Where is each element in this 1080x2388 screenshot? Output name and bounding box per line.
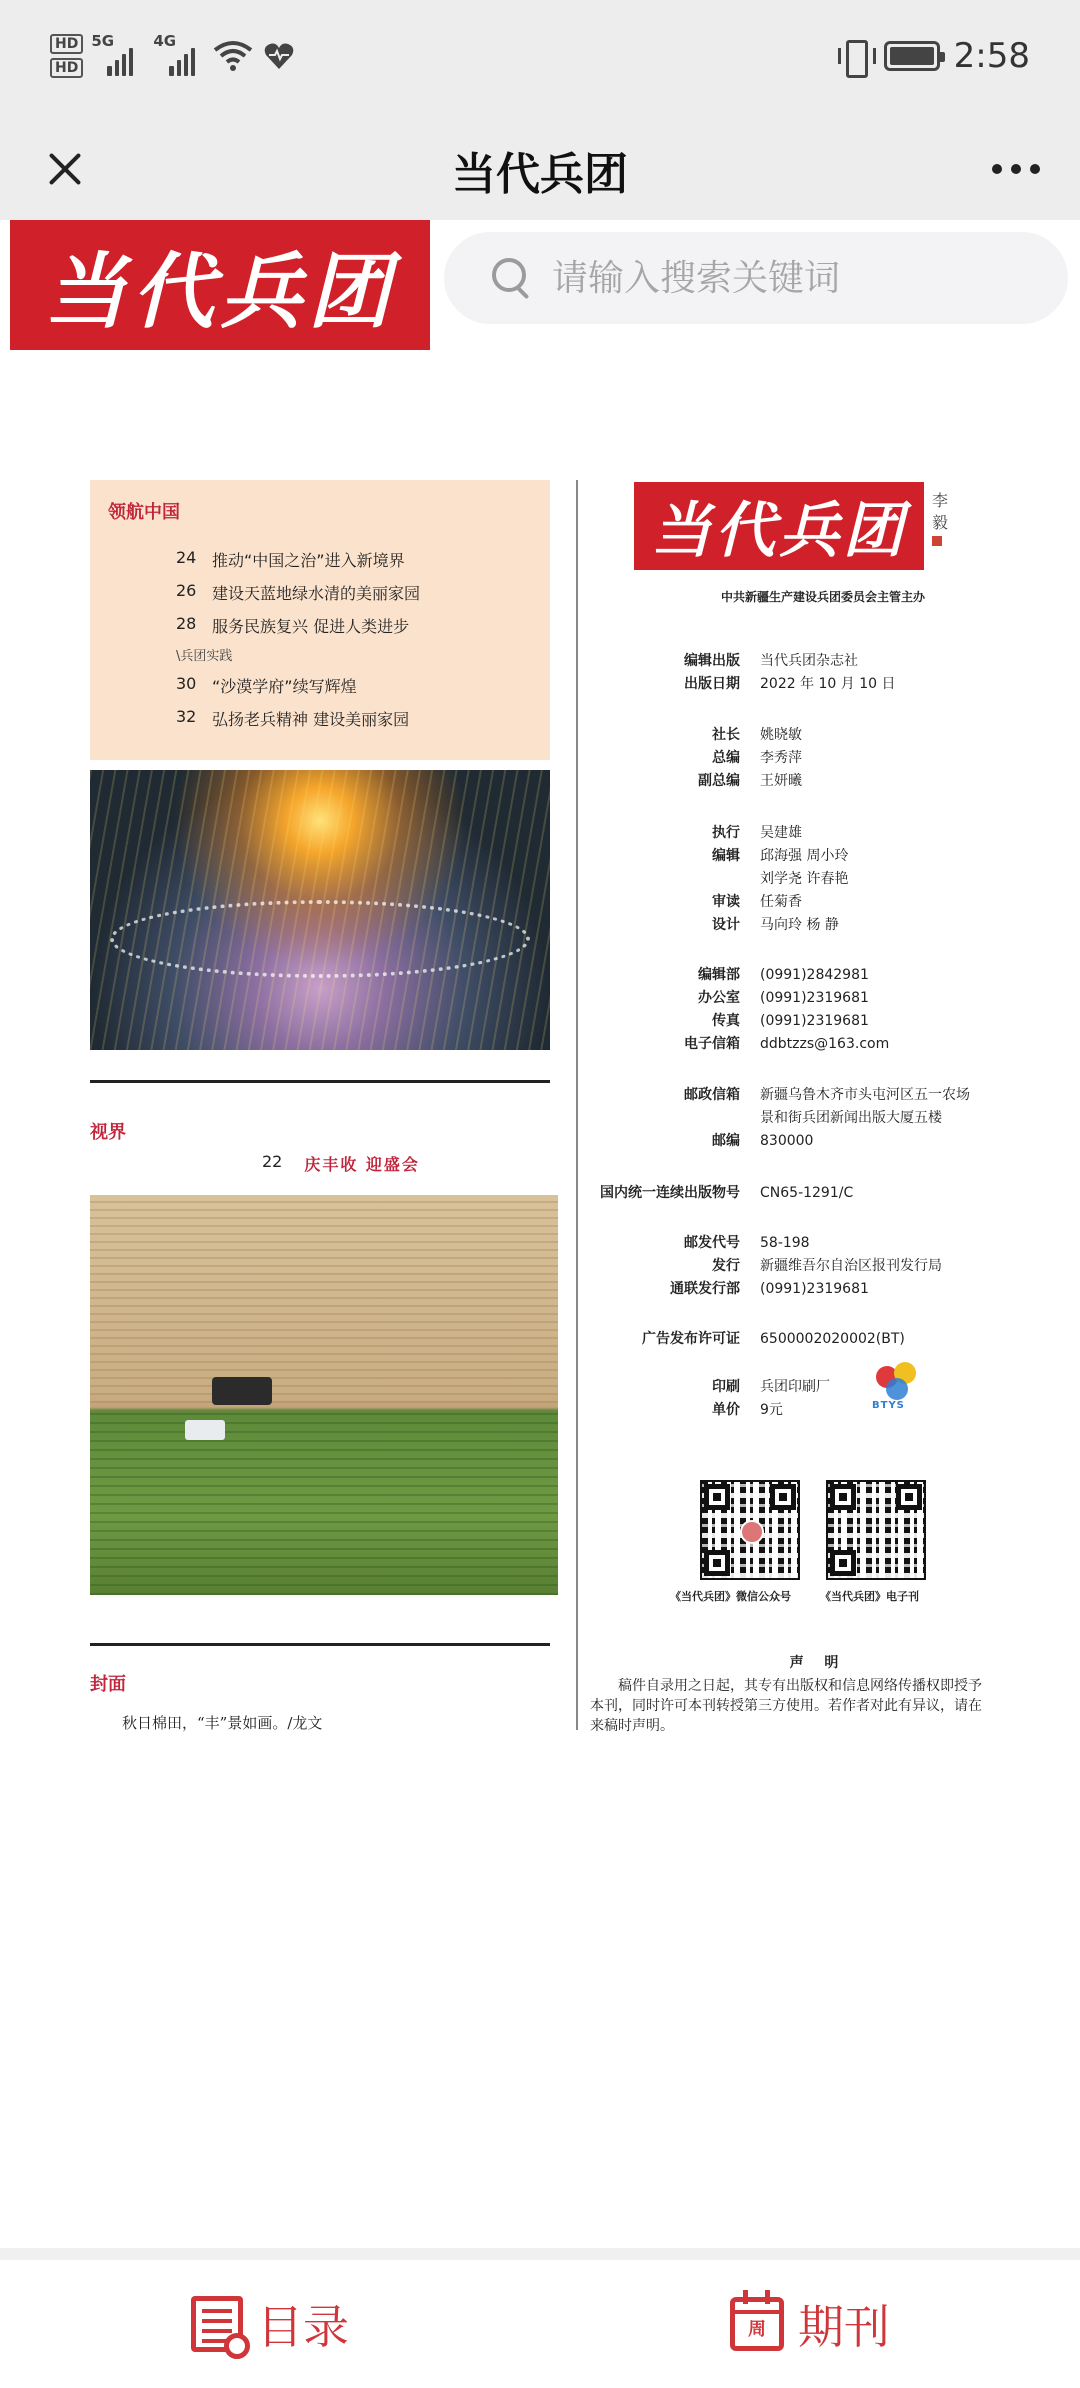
info-block-issn: 国内统一连续出版物号 CN65-1291/C bbox=[600, 1185, 854, 1201]
battery-icon bbox=[884, 41, 940, 71]
cotton-field-photo bbox=[90, 1195, 558, 1595]
vision-toc-item: 22 庆丰收 迎盛会 bbox=[262, 1152, 420, 1174]
status-bar bbox=[0, 0, 1080, 118]
calligraphy-signature: 李毅 bbox=[932, 490, 962, 546]
info-block-ad-license: 广告发布许可证 6500002020002(BT) bbox=[642, 1331, 905, 1347]
info-block-publishing: 编辑出版 当代兵团杂志社 出版日期 2022 年 10 月 10 日 bbox=[684, 653, 896, 692]
catalog-label: 目录 bbox=[257, 2300, 349, 2354]
status-right bbox=[838, 36, 1030, 76]
signal-icon bbox=[91, 32, 133, 76]
bottom-nav bbox=[0, 2260, 1080, 2388]
search-input[interactable] bbox=[552, 258, 1032, 299]
info-block-editors: 社长 姚晓敏 总编 李秀萍 副总编 王妍曦 bbox=[698, 727, 802, 789]
masthead-logo: 当代兵团 bbox=[634, 482, 924, 570]
info-block-staff: 执行 吴建雄 编辑 邱海强 周小玲 刘学尧 许春艳 审读 任菊香 设计 马向玲 杨 静 bbox=[712, 825, 849, 933]
qr-caption-ejournal: 《当代兵团》电子刊 bbox=[820, 1590, 919, 1603]
toc-item: 24 推动“中国之治”进入新境界 bbox=[176, 548, 405, 570]
bottom-separator bbox=[0, 2248, 1080, 2260]
section-rule bbox=[90, 1080, 550, 1083]
declaration-title: 声 明 bbox=[789, 1655, 847, 1671]
ejournal-qr-code bbox=[826, 1480, 926, 1580]
issues-label: 期刊 bbox=[798, 2300, 890, 2354]
toc-subsection: \兵团实践 bbox=[176, 649, 233, 664]
info-block-address: 邮政信箱 新疆乌鲁木齐市头屯河区五一农场 景和街兵团新闻出版大厦五楼 邮编 830000 bbox=[684, 1087, 970, 1149]
stadium-photo bbox=[90, 770, 550, 1050]
info-block-distribution: 邮发代号 58-198 发行 新疆维吾尔自治区报刊发行局 通联发行部 (0991)2319681 bbox=[670, 1235, 942, 1297]
health-icon bbox=[263, 41, 295, 71]
network-4g-label: 4G bbox=[153, 32, 177, 50]
issues-tab[interactable] bbox=[540, 2260, 1080, 2388]
toc-box bbox=[90, 480, 550, 760]
signal-icon-2 bbox=[153, 32, 195, 76]
hd-badge-2: HD bbox=[50, 58, 83, 78]
harvester-shape bbox=[212, 1377, 272, 1405]
magazine-page[interactable] bbox=[0, 480, 1080, 1740]
toc-item: 26 建设天蓝地绿水清的美丽家园 bbox=[176, 581, 421, 603]
info-block-printing: 印刷 兵团印刷厂 单价 9元 bbox=[712, 1379, 830, 1418]
title-bar bbox=[0, 118, 1080, 220]
vibrate-icon bbox=[838, 38, 870, 74]
declaration-text: 稿件自录用之日起，其专有出版权和信息网络传播权即授予本刊，同时许可本刊转授第三方使用。若作者对此有异议，请在来稿时声明。 bbox=[590, 1678, 982, 1734]
info-block-contacts: 编辑部 (0991)2842981 办公室 (0991)2319681 传真 (0991)2319681 电子信箱 ddbtzzs@163.com bbox=[684, 967, 890, 1052]
hd-badge-1: HD bbox=[50, 34, 83, 54]
section-title-shijie: 视界 bbox=[90, 1122, 126, 1143]
catalog-tab[interactable] bbox=[0, 2260, 540, 2388]
toc-item: 32 弘扬老兵精神 建设美丽家园 bbox=[176, 707, 410, 729]
section-rule bbox=[90, 1643, 550, 1646]
printer-logo: BTYS bbox=[866, 1362, 932, 1412]
status-left bbox=[50, 34, 295, 78]
clock: 2:58 bbox=[953, 36, 1030, 76]
wifi-icon bbox=[213, 40, 253, 72]
hd-badges bbox=[50, 34, 83, 78]
network-5g-label: 5G bbox=[91, 32, 115, 50]
wechat-qr-code bbox=[700, 1480, 800, 1580]
qr-caption-wechat: 《当代兵团》微信公众号 bbox=[670, 1590, 791, 1603]
search-icon[interactable] bbox=[492, 258, 532, 298]
brand-logo[interactable]: 当代兵团 bbox=[10, 220, 430, 350]
sponsor-line: 中共新疆生产建设兵团委员会主管主办 bbox=[720, 590, 925, 604]
section-title-fengmian: 封面 bbox=[90, 1674, 126, 1695]
calendar-icon: 周 bbox=[730, 2297, 784, 2351]
toc-item: 28 服务民族复兴 促进人类进步 bbox=[176, 614, 410, 636]
toc-item: 30 “沙漠学府”续写辉煌 bbox=[176, 674, 357, 696]
cover-caption: 秋日棉田，“丰”景如画。/龙文 bbox=[122, 1714, 323, 1732]
page-title: 当代兵团 bbox=[452, 149, 628, 200]
more-options-button[interactable] bbox=[976, 134, 1056, 204]
catalog-icon bbox=[191, 2296, 243, 2352]
search-bar[interactable] bbox=[444, 232, 1068, 324]
tractor-shape bbox=[185, 1420, 225, 1440]
section-title-linghang: 领航中国 bbox=[108, 502, 180, 523]
